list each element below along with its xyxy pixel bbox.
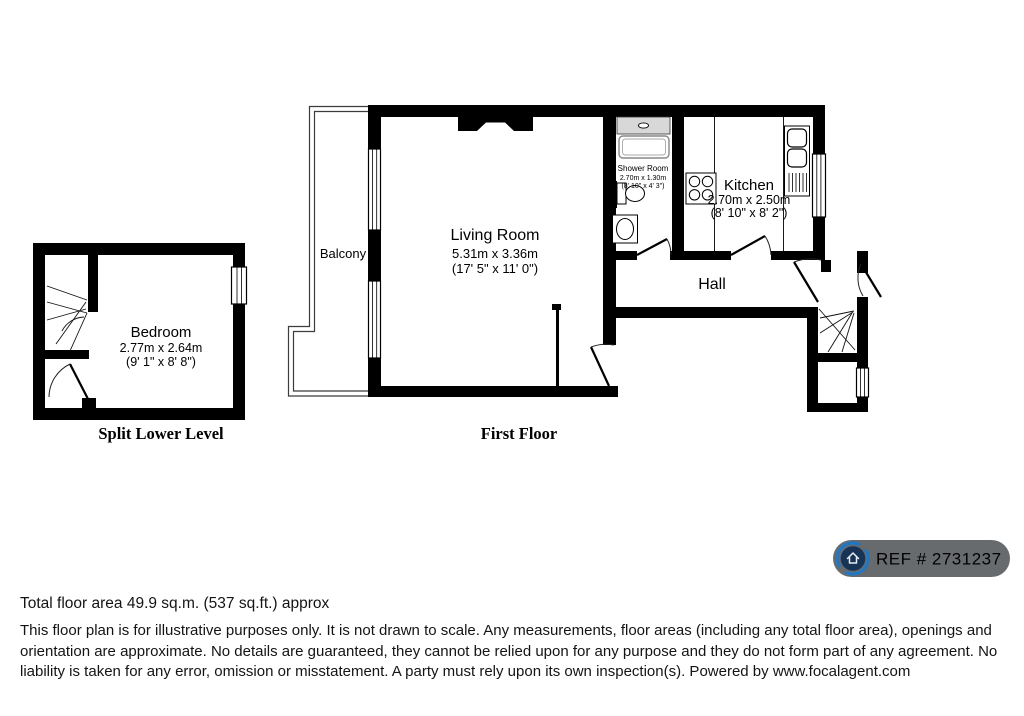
living-room-label: Living Room [450, 227, 540, 244]
kitchen-label: Kitchen [723, 177, 775, 194]
living-room-window-lower [369, 281, 381, 358]
first-floor-label: First Floor [480, 424, 558, 443]
kitchen-sink [785, 126, 810, 196]
basin [613, 215, 638, 243]
ref-number: REF # 2731237 [876, 549, 1002, 569]
door-shower-room [637, 239, 671, 255]
kitchen-dims-imperial: (8' 10" x 8' 2") [710, 206, 788, 220]
hall-label: Hall [698, 276, 726, 293]
house-icon-background [841, 546, 866, 571]
ref-badge [831, 538, 1017, 580]
bedroom-door [49, 364, 88, 399]
living-room-window-upper [369, 149, 381, 230]
split-lower-level-label: Split Lower Level [98, 424, 224, 443]
bedroom-window [232, 267, 247, 304]
kitchen-window [813, 154, 826, 217]
door-hall-lobby [794, 259, 821, 302]
bedroom-dims-imperial: (9' 1" x 8' 8") [126, 355, 196, 369]
balcony-label: Balcony [319, 246, 367, 261]
shower-room-dims-metric: 2.70m x 1.30m [619, 175, 667, 182]
door-living-room [591, 344, 614, 386]
shower-tray [617, 117, 670, 158]
shower-room-label: Shower Room [617, 164, 669, 173]
bedroom-dims-metric: 2.77m x 2.64m [119, 341, 203, 355]
living-room-dims-metric: 5.31m x 3.36m [452, 246, 538, 261]
total-floor-area: Total floor area 49.9 sq.m. (537 sq.ft.) approx [20, 595, 330, 612]
disclaimer-text: This floor plan is for illustrative purposes only. It is not drawn to scale. Any measurements, floor areas (including any total floor area), openings and orientation are approximate. No details are guaranteed, they cannot be relied upon for any purpose and they do not form part of any agreement. No liability is taken for any error, omission or misstatement. A party must rely upon its own inspection(s). Powered by www.focalagent.com [20, 622, 998, 680]
living-room-dims-imperial: (17' 5" x 11' 0") [451, 261, 539, 276]
shower-room-dims-imperial: (8' 10" x 4' 3") [621, 183, 665, 190]
kitchen-dims-metric: 2.70m x 2.50m [707, 193, 791, 207]
hall-staircase [819, 309, 855, 352]
bedroom-label: Bedroom [130, 324, 192, 341]
store-room-window [857, 368, 869, 397]
bedroom-staircase [47, 286, 87, 351]
door-kitchen [731, 236, 771, 255]
